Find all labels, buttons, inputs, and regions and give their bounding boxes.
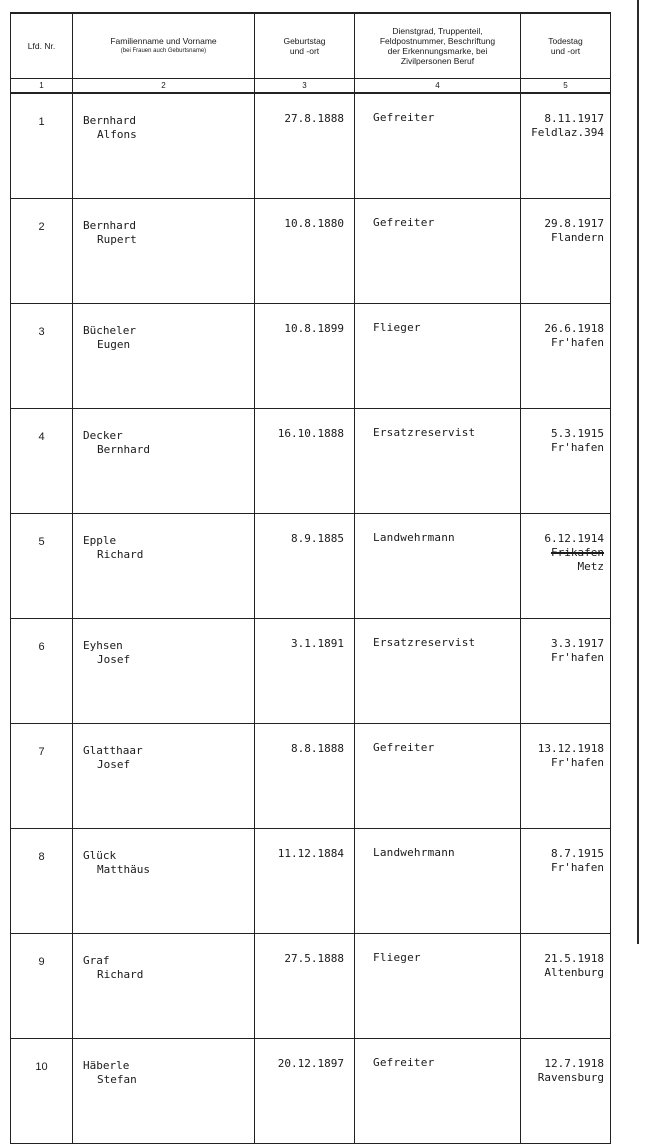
death-place: Ravensburg	[537, 1071, 604, 1084]
table-row	[11, 199, 611, 304]
row-number-text: 1	[38, 116, 45, 128]
header-rank: Dienstgrad, Truppenteil, Feldpostnummer, Beschriftung der Erkennungsmarke, bei Zivilpersonen Beruf	[355, 13, 521, 79]
name-cell	[73, 724, 255, 829]
name-cell	[73, 619, 255, 724]
table-row	[11, 93, 611, 199]
rank-cell	[355, 619, 521, 724]
birth-date: 3.1.1891	[291, 637, 344, 650]
firstname: Bernhard	[97, 443, 150, 456]
rank-text: Flieger	[373, 951, 421, 964]
row-number	[11, 199, 73, 304]
death-cell	[521, 934, 611, 1039]
table-row	[11, 619, 611, 724]
firstname: Matthäus	[97, 863, 150, 876]
table-row	[11, 514, 611, 619]
birth-date: 27.5.1888	[284, 952, 344, 965]
death-place: Metz	[577, 560, 604, 573]
birth-cell	[255, 409, 355, 514]
birth-date: 16.10.1888	[277, 427, 344, 440]
surname: Bernhard	[83, 114, 136, 127]
rank-cell	[355, 724, 521, 829]
name-cell	[73, 829, 255, 934]
name-cell	[73, 1039, 255, 1144]
death-date: 13.12.1918	[537, 742, 604, 755]
firstname: Eugen	[97, 338, 131, 351]
column-number: 5	[521, 79, 611, 94]
rank-text: Landwehrmann	[373, 531, 455, 544]
column-number: 3	[255, 79, 355, 94]
birth-date: 10.8.1880	[284, 217, 344, 230]
row-number-text: 6	[38, 641, 45, 653]
casualty-register-table	[10, 12, 611, 1144]
death-cell	[521, 1039, 611, 1144]
page-edge-line	[637, 0, 639, 944]
birth-date: 27.8.1888	[284, 112, 344, 125]
rank-text: Landwehrmann	[373, 846, 455, 859]
death-place: Flandern	[551, 231, 604, 244]
death-date: 8.11.1917	[544, 112, 604, 125]
birth-cell	[255, 724, 355, 829]
table-row	[11, 409, 611, 514]
row-number-text: 10	[35, 1061, 48, 1073]
firstname: Josef	[97, 758, 131, 771]
death-date: 3.3.1917	[551, 637, 604, 650]
row-number-text: 7	[38, 746, 45, 758]
row-number	[11, 934, 73, 1039]
birth-cell	[255, 304, 355, 409]
table-body	[11, 93, 611, 1144]
table-row	[11, 934, 611, 1039]
birth-date: 8.9.1885	[291, 532, 344, 545]
surname: Decker	[83, 429, 123, 442]
name-cell	[73, 934, 255, 1039]
row-number-text: 9	[38, 956, 45, 968]
surname: Häberle	[83, 1059, 130, 1072]
death-cell	[521, 829, 611, 934]
death-date: 29.8.1917	[544, 217, 604, 230]
death-place: Fr'hafen	[551, 441, 604, 454]
rank-cell	[355, 304, 521, 409]
birth-cell	[255, 199, 355, 304]
firstname: Richard	[97, 548, 144, 561]
row-number	[11, 409, 73, 514]
column-number: 1	[11, 79, 73, 94]
row-number	[11, 829, 73, 934]
rank-text: Gefreiter	[373, 1056, 435, 1069]
death-cell	[521, 93, 611, 199]
death-date: 5.3.1915	[551, 427, 604, 440]
name-cell	[73, 514, 255, 619]
rank-cell	[355, 514, 521, 619]
row-number	[11, 1039, 73, 1144]
surname: Glück	[83, 849, 117, 862]
header-birth: Geburtstag und -ort	[255, 13, 355, 79]
rank-text: Ersatzreservist	[373, 426, 476, 439]
death-cell	[521, 304, 611, 409]
death-date: 6.12.1914	[544, 532, 604, 545]
firstname: Stefan	[97, 1073, 137, 1086]
rank-cell	[355, 199, 521, 304]
rank-cell	[355, 934, 521, 1039]
rank-text: Ersatzreservist	[373, 636, 476, 649]
row-number	[11, 93, 73, 199]
death-place: Altenburg	[544, 966, 604, 979]
firstname: Rupert	[97, 233, 137, 246]
row-number-text: 3	[38, 326, 45, 338]
header-name: Familienname und Vorname (bei Frauen auch Geburtsname)	[73, 13, 255, 79]
name-cell	[73, 409, 255, 514]
table-row	[11, 829, 611, 934]
surname: Bernhard	[83, 219, 136, 232]
row-number-text: 4	[38, 431, 45, 443]
header-death: Todestag und -ort	[521, 13, 611, 79]
name-cell	[73, 199, 255, 304]
rank-cell	[355, 409, 521, 514]
birth-cell	[255, 1039, 355, 1144]
rank-text: Flieger	[373, 321, 421, 334]
row-number-text: 2	[38, 221, 45, 233]
death-date: 21.5.1918	[544, 952, 604, 965]
death-cell	[521, 619, 611, 724]
column-number: 4	[355, 79, 521, 94]
death-date: 8.7.1915	[551, 847, 604, 860]
surname: Graf	[83, 954, 110, 967]
birth-cell	[255, 829, 355, 934]
surname: Epple	[83, 534, 117, 547]
table-row	[11, 304, 611, 409]
column-number: 2	[73, 79, 255, 94]
death-place: Fr'hafen	[551, 756, 604, 769]
surname: Eyhsen	[83, 639, 123, 652]
struck-text: Frikafen	[551, 546, 604, 559]
death-place: Fr'hafen	[551, 861, 604, 874]
row-number	[11, 619, 73, 724]
birth-date: 8.8.1888	[291, 742, 344, 755]
row-number	[11, 304, 73, 409]
birth-cell	[255, 93, 355, 199]
row-number-text: 8	[38, 851, 45, 863]
rank-cell	[355, 1039, 521, 1144]
firstname: Richard	[97, 968, 144, 981]
surname: Bücheler	[83, 324, 136, 337]
birth-cell	[255, 514, 355, 619]
death-place: Fr'hafen	[551, 336, 604, 349]
name-cell	[73, 93, 255, 199]
table-row	[11, 1039, 611, 1144]
death-cell	[521, 199, 611, 304]
rank-text: Gefreiter	[373, 216, 435, 229]
name-cell	[73, 304, 255, 409]
rank-cell	[355, 93, 521, 199]
header-lfd-nr: Lfd. Nr.	[11, 13, 73, 79]
birth-cell	[255, 619, 355, 724]
row-number	[11, 514, 73, 619]
firstname: Alfons	[97, 128, 137, 141]
death-place: Feldlaz.394	[531, 126, 604, 139]
table-row	[11, 724, 611, 829]
row-number	[11, 724, 73, 829]
rank-text: Gefreiter	[373, 741, 435, 754]
death-cell	[521, 514, 611, 619]
death-place: Fr'hafen	[551, 651, 604, 664]
birth-date: 11.12.1884	[277, 847, 344, 860]
birth-date: 10.8.1899	[284, 322, 344, 335]
birth-cell	[255, 934, 355, 1039]
row-number-text: 5	[38, 536, 45, 548]
death-date: 26.6.1918	[544, 322, 604, 335]
surname: Glatthaar	[83, 744, 143, 757]
table-header	[11, 13, 611, 93]
death-cell	[521, 724, 611, 829]
rank-text: Gefreiter	[373, 111, 435, 124]
death-cell	[521, 409, 611, 514]
rank-cell	[355, 829, 521, 934]
death-date: 12.7.1918	[544, 1057, 604, 1070]
firstname: Josef	[97, 653, 131, 666]
birth-date: 20.12.1897	[277, 1057, 344, 1070]
